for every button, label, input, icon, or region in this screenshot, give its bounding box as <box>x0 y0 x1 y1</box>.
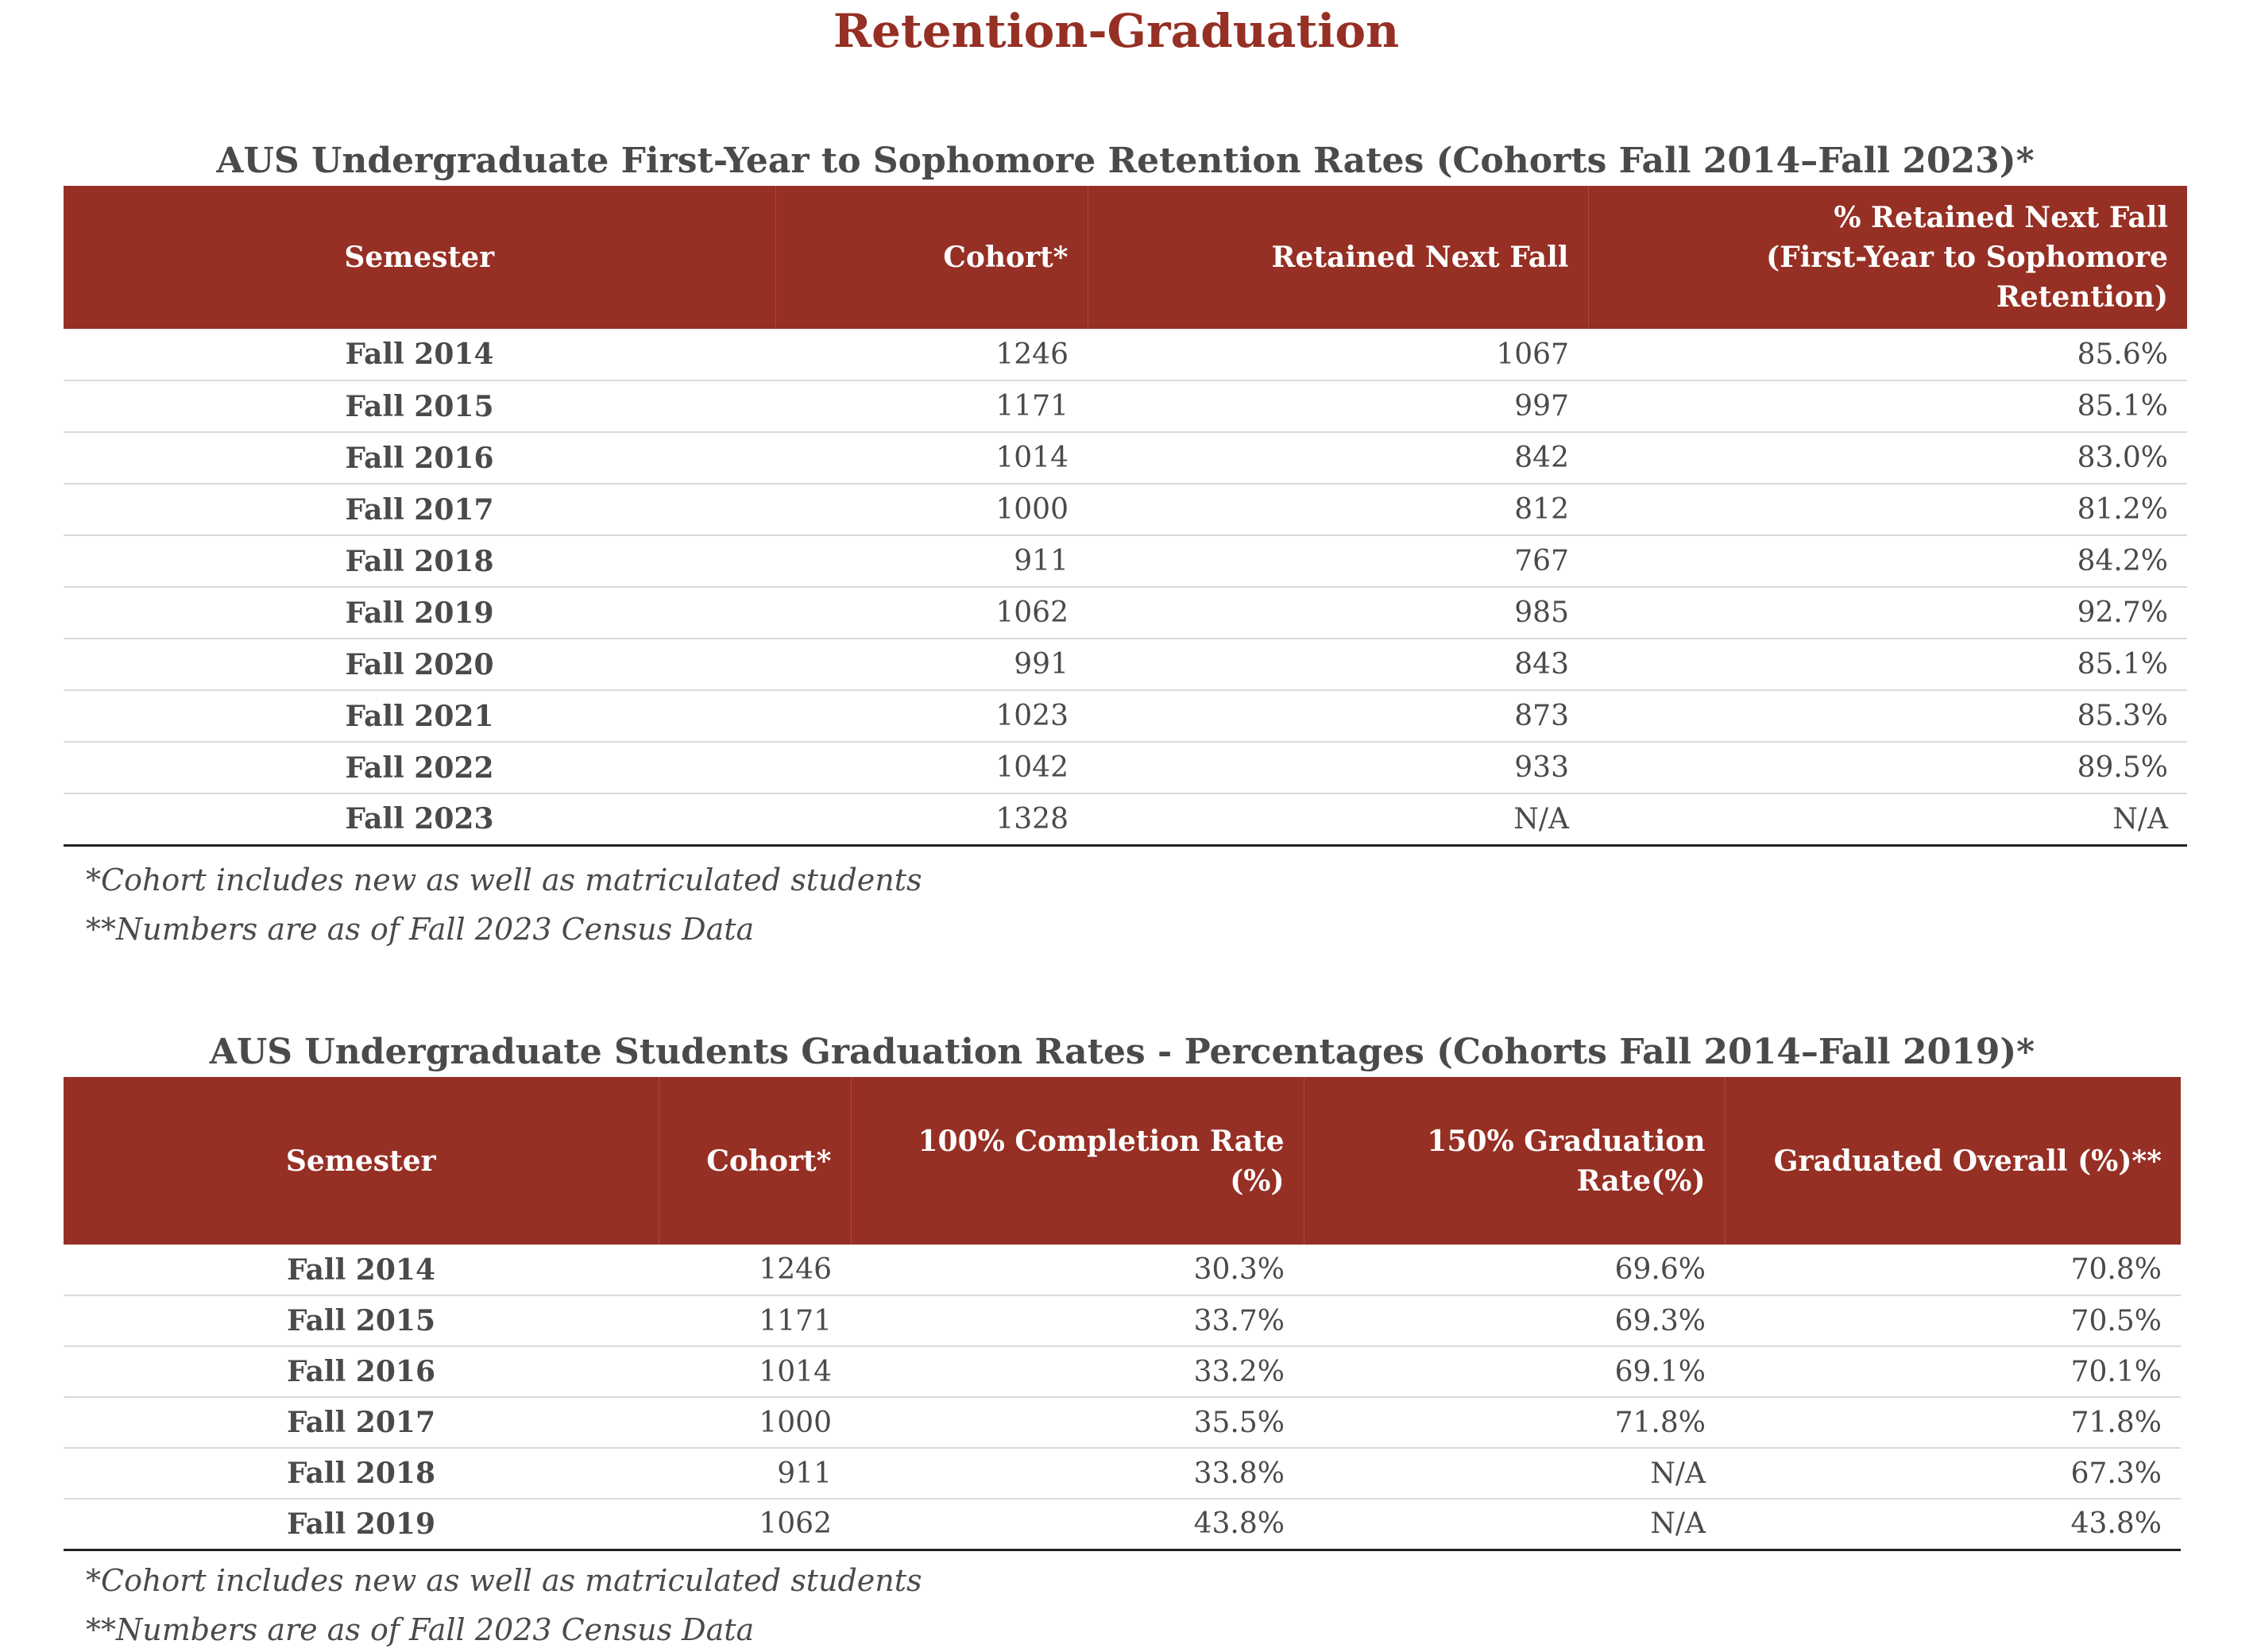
graduation-cell-completion100: 33.7% <box>851 1295 1304 1346</box>
retention-cell-cohort: 1042 <box>775 742 1088 793</box>
graduation-header-cohort: Cohort* <box>659 1077 851 1245</box>
retention-cell-retained: 997 <box>1088 380 1588 432</box>
retention-header-retained: Retained Next Fall <box>1088 186 1588 329</box>
retention-cell-semester: Fall 2014 <box>64 329 775 380</box>
graduation-cell-completion100: 33.2% <box>851 1346 1304 1397</box>
graduation-header-overall: Graduated Overall (%)** <box>1725 1077 2181 1245</box>
retention-cell-retained: 933 <box>1088 742 1588 793</box>
retention-cell-cohort: 1246 <box>775 329 1088 380</box>
retention-table <box>64 186 2187 847</box>
retention-cell-pct: N/A <box>1588 793 2187 845</box>
retention-cell-retained: N/A <box>1088 793 1588 845</box>
graduation-footnote-census: **Numbers are as of Fall 2023 Census Data <box>86 1612 755 1647</box>
retention-table-row <box>64 329 2187 380</box>
retention-footnote-census: **Numbers are as of Fall 2023 Census Data <box>86 912 755 947</box>
retention-cell-cohort: 1171 <box>775 380 1088 432</box>
retention-table-row <box>64 690 2187 742</box>
graduation-cell-cohort: 1062 <box>659 1499 851 1550</box>
retention-cell-cohort: 911 <box>775 535 1088 587</box>
retention-table-title: AUS Undergraduate First-Year to Sophomore Retention Rates (Cohorts Fall 2014–Fall 2023)* <box>216 141 2035 181</box>
retention-cell-retained: 1067 <box>1088 329 1588 380</box>
graduation-cell-completion100: 35.5% <box>851 1397 1304 1448</box>
graduation-cell-semester: Fall 2019 <box>64 1499 659 1550</box>
graduation-footnote-cohort: *Cohort includes new as well as matriculated students <box>86 1563 922 1598</box>
graduation-cell-overall: 70.1% <box>1725 1346 2181 1397</box>
retention-cell-pct: 83.0% <box>1588 432 2187 484</box>
graduation-table-row <box>64 1346 2181 1397</box>
retention-table-row <box>64 587 2187 639</box>
retention-cell-cohort: 1328 <box>775 793 1088 845</box>
graduation-cell-graduation150: N/A <box>1304 1448 1725 1499</box>
retention-header-cohort: Cohort* <box>775 186 1088 329</box>
retention-cell-pct: 85.3% <box>1588 690 2187 742</box>
retention-cell-cohort: 991 <box>775 639 1088 690</box>
retention-cell-cohort: 1014 <box>775 432 1088 484</box>
graduation-cell-overall: 70.5% <box>1725 1295 2181 1346</box>
retention-cell-semester: Fall 2015 <box>64 380 775 432</box>
graduation-cell-cohort: 911 <box>659 1448 851 1499</box>
graduation-cell-completion100: 33.8% <box>851 1448 1304 1499</box>
graduation-table-row <box>64 1448 2181 1499</box>
graduation-cell-semester: Fall 2017 <box>64 1397 659 1448</box>
retention-table-row <box>64 793 2187 845</box>
graduation-cell-cohort: 1014 <box>659 1346 851 1397</box>
graduation-cell-semester: Fall 2014 <box>64 1245 659 1295</box>
retention-cell-cohort: 1000 <box>775 484 1088 535</box>
graduation-cell-overall: 71.8% <box>1725 1397 2181 1448</box>
graduation-table-row <box>64 1499 2181 1550</box>
retention-cell-retained: 985 <box>1088 587 1588 639</box>
retention-table-row <box>64 432 2187 484</box>
graduation-cell-cohort: 1000 <box>659 1397 851 1448</box>
graduation-header-graduation-150: 150% Graduation Rate(%) <box>1304 1077 1725 1245</box>
retention-header-semester: Semester <box>64 186 775 329</box>
retention-cell-pct: 85.1% <box>1588 639 2187 690</box>
retention-header-row <box>64 186 2187 329</box>
graduation-cell-semester: Fall 2016 <box>64 1346 659 1397</box>
retention-cell-cohort: 1062 <box>775 587 1088 639</box>
graduation-cell-overall: 43.8% <box>1725 1499 2181 1550</box>
retention-table-row <box>64 380 2187 432</box>
retention-table-body <box>64 329 2187 845</box>
retention-cell-pct: 89.5% <box>1588 742 2187 793</box>
graduation-cell-graduation150: 69.3% <box>1304 1295 1725 1346</box>
retention-cell-semester: Fall 2019 <box>64 587 775 639</box>
retention-cell-semester: Fall 2016 <box>64 432 775 484</box>
graduation-table-row <box>64 1295 2181 1346</box>
graduation-cell-completion100: 30.3% <box>851 1245 1304 1295</box>
retention-cell-retained: 842 <box>1088 432 1588 484</box>
graduation-cell-graduation150: 71.8% <box>1304 1397 1725 1448</box>
retention-cell-retained: 812 <box>1088 484 1588 535</box>
graduation-cell-overall: 67.3% <box>1725 1448 2181 1499</box>
retention-cell-semester: Fall 2017 <box>64 484 775 535</box>
retention-cell-semester: Fall 2020 <box>64 639 775 690</box>
graduation-cell-cohort: 1246 <box>659 1245 851 1295</box>
retention-table-row <box>64 742 2187 793</box>
graduation-table-title: AUS Undergraduate Students Graduation Rates - Percentages (Cohorts Fall 2014–Fall 2019)* <box>209 1032 2035 1072</box>
retention-cell-retained: 873 <box>1088 690 1588 742</box>
retention-table-row <box>64 535 2187 587</box>
retention-footnote-cohort: *Cohort includes new as well as matriculated students <box>86 863 922 897</box>
retention-header-percent <box>1588 186 2187 329</box>
retention-cell-pct: 85.1% <box>1588 380 2187 432</box>
graduation-table-body <box>64 1245 2181 1550</box>
graduation-cell-graduation150: 69.1% <box>1304 1346 1725 1397</box>
retention-cell-cohort: 1023 <box>775 690 1088 742</box>
graduation-table-row <box>64 1397 2181 1448</box>
graduation-table <box>64 1077 2181 1551</box>
retention-cell-semester: Fall 2021 <box>64 690 775 742</box>
graduation-table-row <box>64 1245 2181 1295</box>
graduation-cell-cohort: 1171 <box>659 1295 851 1346</box>
graduation-cell-semester: Fall 2018 <box>64 1448 659 1499</box>
graduation-header-semester: Semester <box>64 1077 659 1245</box>
graduation-cell-semester: Fall 2015 <box>64 1295 659 1346</box>
graduation-header-completion-100: 100% Completion Rate (%) <box>851 1077 1304 1245</box>
graduation-cell-overall: 70.8% <box>1725 1245 2181 1295</box>
retention-header-percent-line1: % Retained Next Fall <box>1834 201 2168 234</box>
retention-table-row <box>64 484 2187 535</box>
retention-table-row <box>64 639 2187 690</box>
retention-cell-semester: Fall 2022 <box>64 742 775 793</box>
retention-cell-retained: 843 <box>1088 639 1588 690</box>
retention-cell-pct: 85.6% <box>1588 329 2187 380</box>
retention-cell-semester: Fall 2018 <box>64 535 775 587</box>
retention-cell-pct: 84.2% <box>1588 535 2187 587</box>
retention-cell-pct: 92.7% <box>1588 587 2187 639</box>
graduation-cell-completion100: 43.8% <box>851 1499 1304 1550</box>
retention-header-percent-line2: (First-Year to Sophomore Retention) <box>1766 241 2168 314</box>
retention-cell-semester: Fall 2023 <box>64 793 775 845</box>
graduation-cell-graduation150: N/A <box>1304 1499 1725 1550</box>
graduation-header-row <box>64 1077 2181 1245</box>
graduation-cell-graduation150: 69.6% <box>1304 1245 1725 1295</box>
retention-cell-pct: 81.2% <box>1588 484 2187 535</box>
page-title: Retention-Graduation <box>833 4 1400 58</box>
retention-cell-retained: 767 <box>1088 535 1588 587</box>
